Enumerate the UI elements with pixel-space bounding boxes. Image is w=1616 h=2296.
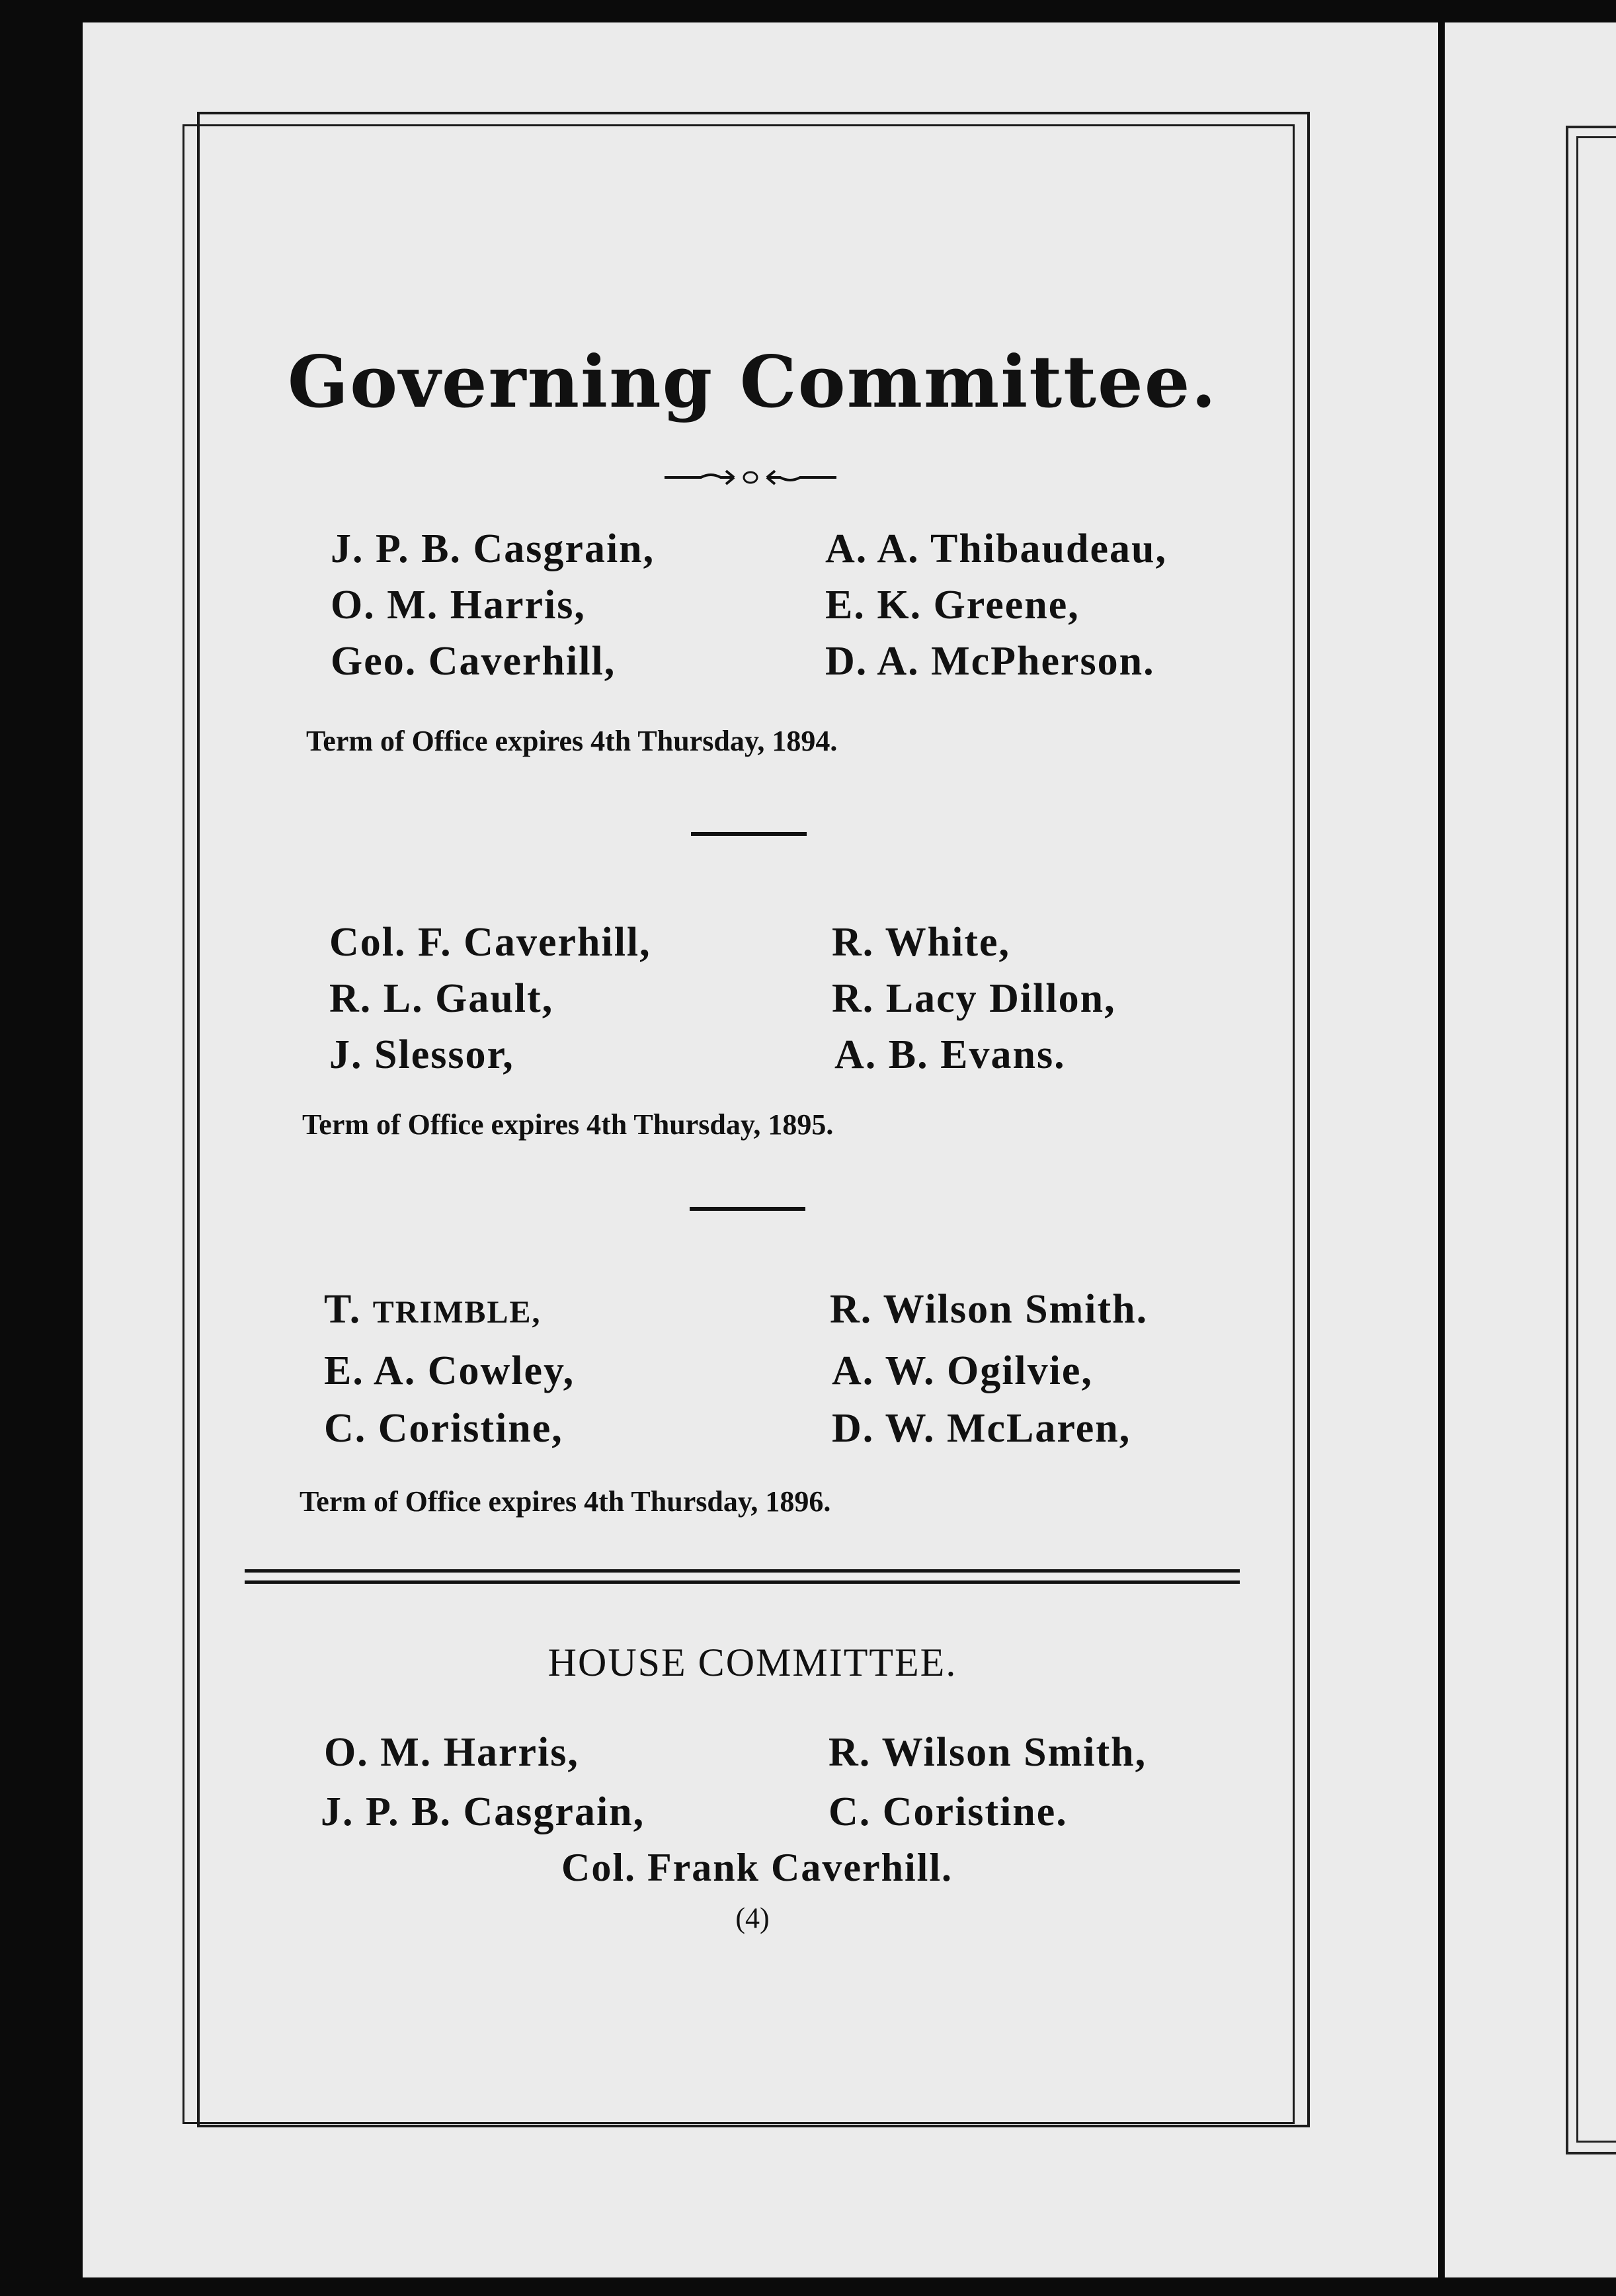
member-name: R. L. Gault, [329,976,554,1021]
term-note: Term of Office expires 4th Thursday, 1895. [302,1108,834,1141]
page-title: Governing Committee. [287,341,1218,424]
member-name: A. B. Evans. [834,1032,1066,1077]
member-name: D. W. McLaren, [832,1406,1131,1451]
member-name: J. P. B. Casgrain, [331,526,655,571]
term-note: Term of Office expires 4th Thursday, 1894. [306,725,838,757]
member-name: C. Coristine. [828,1789,1068,1834]
member-name: R. Wilson Smith, [828,1730,1147,1775]
member-name: R. Lacy Dillon, [832,976,1116,1021]
member-name: Geo. Caverhill, [331,639,616,684]
member-name: D. A. McPherson. [825,639,1155,684]
double-rule-bottom [245,1580,1240,1584]
member-name: R. White, [832,920,1011,965]
member-initial: T. [324,1287,362,1332]
member-name: Col. F. Caverhill, [329,920,651,965]
member-name: C. Coristine, [324,1406,563,1451]
next-page-frame-inner [1576,136,1616,2143]
double-rule-top [245,1569,1240,1573]
member-name: Col. Frank Caverhill. [561,1846,953,1889]
member-name: J. Slessor, [329,1032,514,1077]
term-note: Term of Office expires 4th Thursday, 1896. [300,1485,831,1518]
member-name: O. M. Harris, [331,583,586,628]
section-rule [691,832,807,836]
house-committee-heading: HOUSE COMMITTEE. [547,1641,957,1684]
member-name: E. A. Cowley, [324,1348,575,1393]
member-name: O. M. Harris, [324,1730,579,1775]
member-name: R. Wilson Smith. [830,1287,1149,1332]
section-rule [690,1207,805,1211]
member-surname: TRIMBLE, [372,1295,542,1330]
member-name: A. A. Thibaudeau, [825,526,1168,571]
member-name: E. K. Greene, [825,583,1080,628]
page-number: (4) [735,1902,770,1934]
ornament-divider [661,463,840,489]
member-name: A. W. Ogilvie, [832,1348,1093,1393]
member-name: J. P. B. Casgrain, [321,1789,645,1834]
member-name [324,1286,541,1333]
